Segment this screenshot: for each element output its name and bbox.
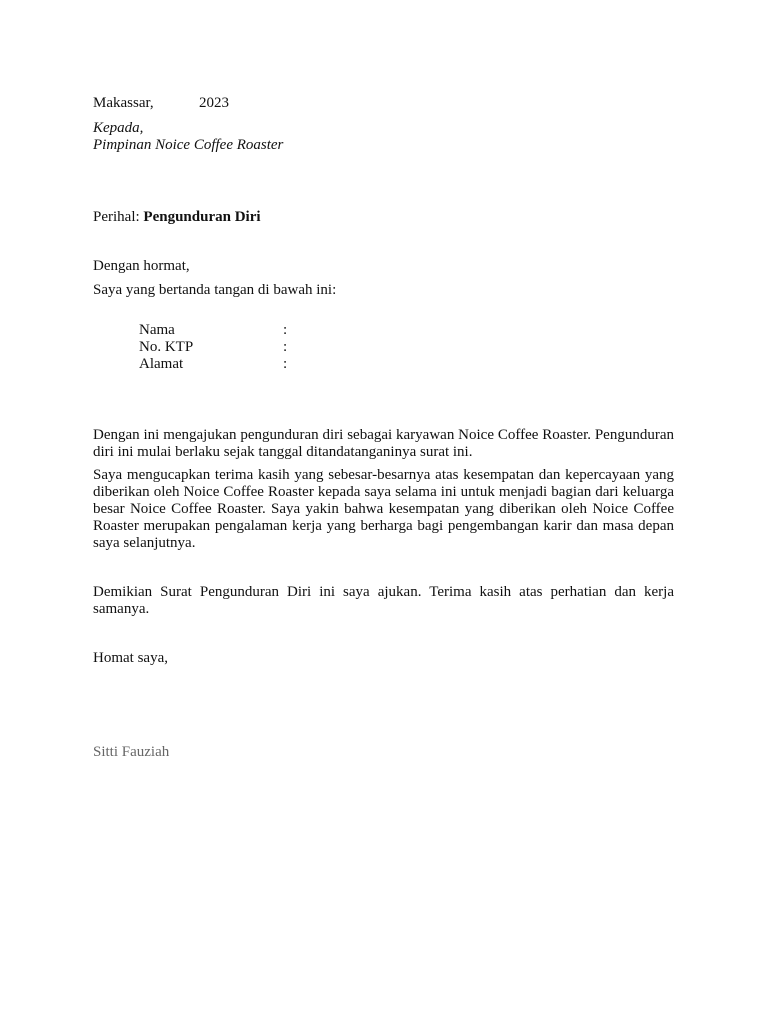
- field-row-ktp: [139, 339, 339, 356]
- paragraph-1: Dengan ini mengajukan pengunduran diri sebagai karyawan Noice Coffee Roaster. Pengunduran diri ini mulai berlaku sejak tanggal ditandatanganinya surat ini.: [93, 427, 674, 460]
- field-label: Alamat: [139, 356, 184, 372]
- closing: Homat saya,: [93, 650, 168, 666]
- subject-value: Pengunduran Diri: [143, 209, 261, 225]
- field-colon: :: [283, 322, 288, 338]
- salutation: Dengan hormat,: [93, 258, 190, 274]
- place: Makassar,: [93, 95, 154, 111]
- field-label: No. KTP: [139, 339, 194, 355]
- field-colon: :: [283, 356, 288, 372]
- signer-name: Sitti Fauziah: [93, 744, 170, 760]
- field-colon: :: [283, 339, 288, 355]
- field-row-nama: [139, 322, 339, 339]
- subject-label: Perihal:: [93, 209, 140, 225]
- paragraph-2: Saya mengucapkan terima kasih yang sebesar-besarnya atas kesempatan dan kepercayaan yang diberikan oleh Noice Coffee Roaster kepada saya selama ini untuk menjadi bagian dari keluarga besar Noice Coffee Roaster. Saya yakin bahwa kesempatan yang diberikan oleh Noice Coffee Roaster merupakan pengalaman kerja yang berharga bagi pengembangan karir dan masa depan saya selanjutnya.: [93, 467, 674, 551]
- date-line: [93, 95, 229, 112]
- year: 2023: [199, 95, 229, 111]
- intro-text: Saya yang bertanda tangan di bawah ini:: [93, 282, 337, 298]
- field-label: Nama: [139, 322, 175, 338]
- subject-line: [93, 209, 261, 226]
- recipient-greeting: Kepada,: [93, 120, 144, 136]
- recipient-name: Pimpinan Noice Coffee Roaster: [93, 137, 284, 153]
- paragraph-3: Demikian Surat Pengunduran Diri ini saya ajukan. Terima kasih atas perhatian dan kerja samanya.: [93, 584, 674, 617]
- field-row-alamat: [139, 356, 339, 373]
